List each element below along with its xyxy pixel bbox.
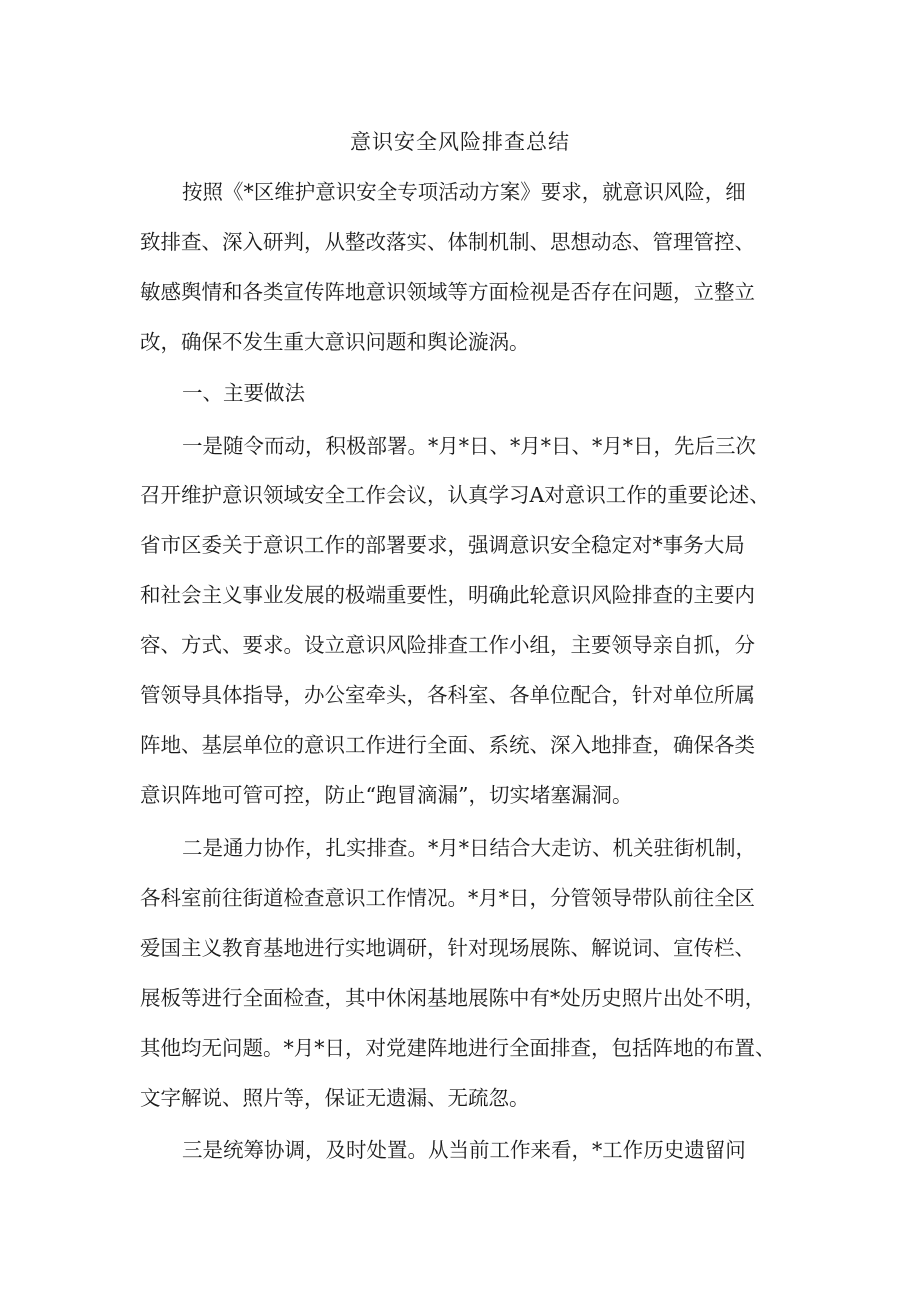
paragraph-1-line-2: 致排查、深入研判，从整改落实、体制机制、思想动态、管理管控、: [140, 230, 755, 254]
paragraph-2-line-1: 一是随令而动，积极部署。*月*日、*月*日、*月*日，先后三次: [182, 434, 756, 458]
paragraph-3-line-1: 二是通力协作，扎实排查。*月*日结合大走访、机关驻街机制，: [182, 836, 756, 860]
paragraph-4-line-1: 三是统筹协调，及时处置。从当前工作来看，*工作历史遗留问: [182, 1138, 746, 1162]
paragraph-2-line-8: 意识阵地可管可控，防止“跑冒滴漏”，切实堵塞漏洞。: [140, 783, 633, 807]
paragraph-3-line-4: 展板等进行全面检查，其中休闲基地展陈中有*处历史照片出处不明，: [140, 986, 766, 1010]
paragraph-1-line-3: 敏感舆情和各类宣传阵地意识领域等方面检视是否存在问题，立整立: [140, 280, 755, 304]
paragraph-3-line-6: 文字解说、照片等，保证无遗漏、无疏忽。: [140, 1086, 530, 1110]
section-heading: 一、主要做法: [182, 381, 305, 405]
paragraph-2-line-7: 阵地、基层单位的意识工作进行全面、系统、深入地排查，确保各类: [140, 733, 755, 757]
paragraph-2-line-6: 管领导具体指导，办公室牵头，各科室、各单位配合，针对单位所属: [140, 683, 755, 707]
paragraph-2-line-2: 召开维护意识领域安全工作会议，认真学习A对意识工作的重要论述、: [140, 483, 770, 507]
paragraph-1-line-1: 按照《*区维护意识安全专项活动方案》要求，就意识风险，细: [182, 180, 746, 204]
paragraph-3-line-5: 其他均无问题。*月*日，对党建阵地进行全面排查，包括阵地的布置、: [140, 1036, 776, 1060]
paragraph-2-line-5: 容、方式、要求。设立意识风险排查工作小组，主要领导亲自抓，分: [140, 633, 755, 657]
paragraph-3-line-3: 爱国主义教育基地进行实地调研，针对现场展陈、解说词、宣传栏、: [140, 936, 755, 960]
paragraph-2-line-4: 和社会主义事业发展的极端重要性，明确此轮意识风险排查的主要内: [140, 583, 755, 607]
document-title: 意识安全风险排查总结: [350, 130, 570, 154]
paragraph-1-line-4: 改，确保不发生重大意识问题和舆论漩涡。: [140, 330, 530, 354]
paragraph-3-line-2: 各科室前往街道检查意识工作情况。*月*日，分管领导带队前往全区: [140, 886, 755, 910]
paragraph-2-line-3: 省市区委关于意识工作的部署要求，强调意识安全稳定对*事务大局: [140, 533, 745, 557]
